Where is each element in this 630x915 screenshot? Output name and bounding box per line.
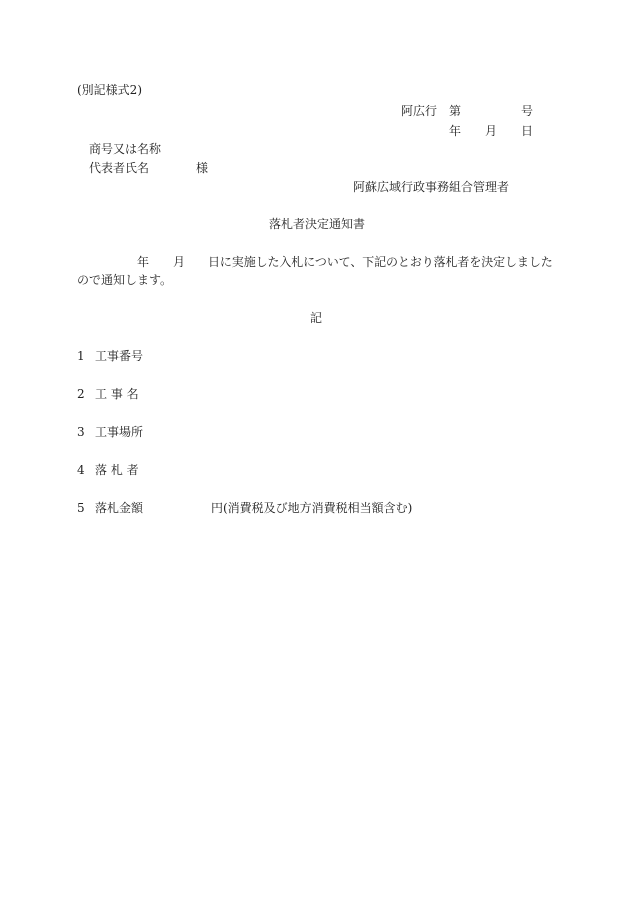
recipient-honorific: 様 xyxy=(196,161,209,175)
document-title: 落札者決定通知書 xyxy=(269,217,366,231)
amount-suffix: 円(消費税及び地方消費税相当額含む) xyxy=(211,501,413,515)
item-label: 落札金額 xyxy=(95,501,144,515)
date-day: 日 xyxy=(521,124,534,138)
issuer-name: 阿蘇広域行政事務組合管理者 xyxy=(353,180,510,194)
reference-go: 号 xyxy=(521,104,534,118)
item-number: 3 xyxy=(77,425,85,439)
reference-dai: 第 xyxy=(449,104,462,118)
item-label: 工事番号 xyxy=(95,349,144,363)
date-month: 月 xyxy=(485,124,498,138)
ki-heading: 記 xyxy=(310,311,323,325)
body-month: 月 xyxy=(173,255,186,269)
item-label: 工 事 名 xyxy=(95,387,139,401)
form-label: (別記様式2) xyxy=(77,83,142,97)
recipient-rep-label: 代表者氏名 xyxy=(89,161,150,175)
recipient-name-label: 商号又は名称 xyxy=(89,142,162,156)
body-year: 年 xyxy=(137,255,150,269)
reference-prefix: 阿広行 xyxy=(401,104,438,118)
item-number: 5 xyxy=(77,501,85,515)
item-number: 2 xyxy=(77,387,85,401)
item-label: 落 札 者 xyxy=(95,463,139,477)
item-number: 1 xyxy=(77,349,85,363)
date-year: 年 xyxy=(449,124,462,138)
body-line-2: ので通知します。 xyxy=(77,273,173,287)
item-number: 4 xyxy=(77,463,85,477)
body-line-1: 日に実施した入札について、下記のとおり落札者を決定しました xyxy=(208,255,553,269)
item-label: 工事場所 xyxy=(95,425,144,439)
